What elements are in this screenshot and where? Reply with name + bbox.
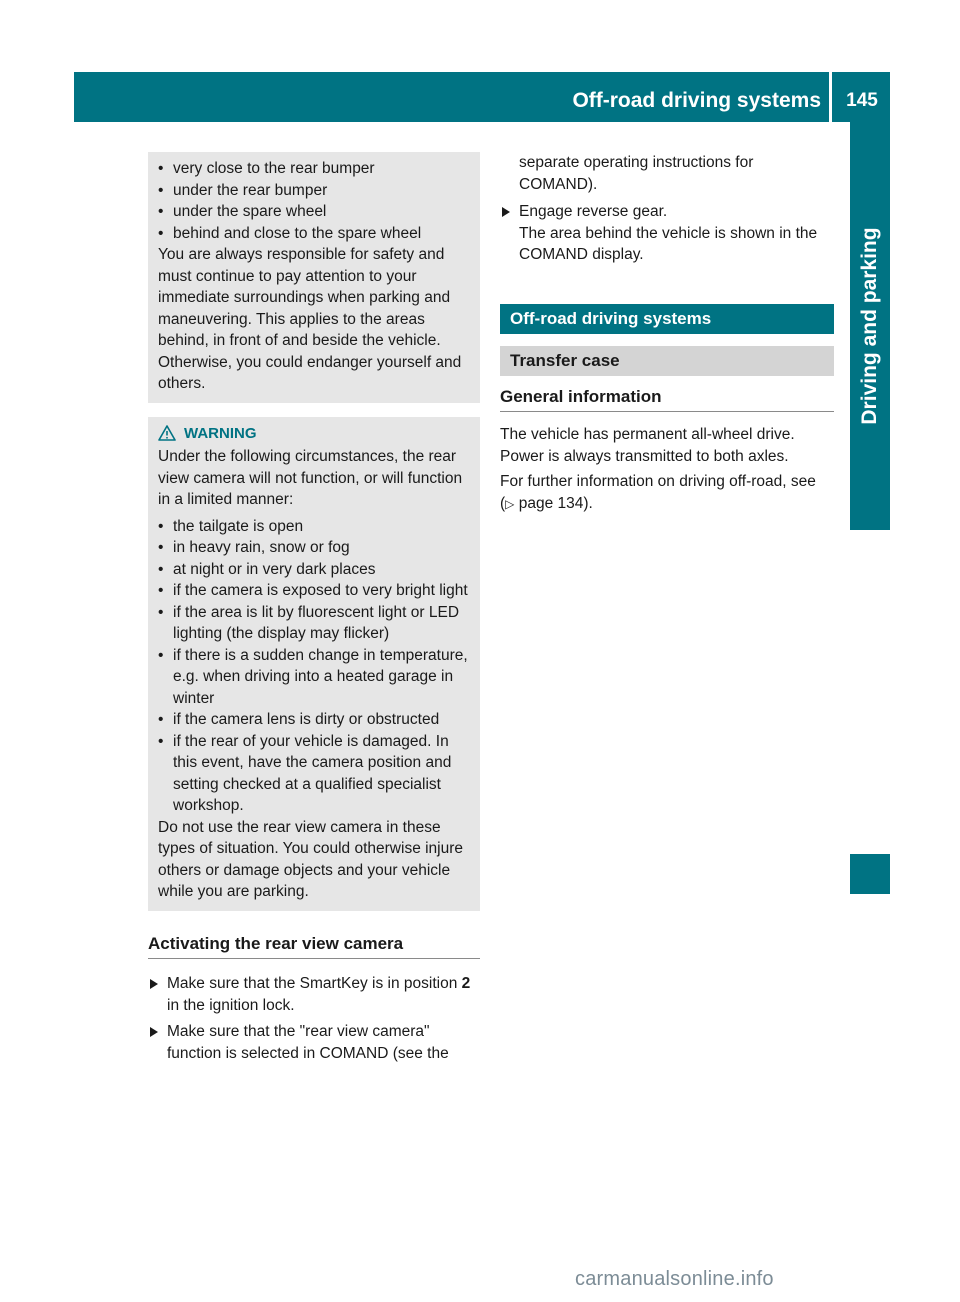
activating-steps <box>148 973 480 1064</box>
bullet-item: • very close to the rear bumper <box>158 158 470 180</box>
warning-bullet: • if the camera lens is dirty or obstructed <box>158 709 470 731</box>
chapter-tab-label: Driving and parking <box>858 227 881 425</box>
instruction-step <box>500 201 834 266</box>
step-text: Make sure that the SmartKey is in position <box>167 975 462 992</box>
warning-bullet: • if the rear of your vehicle is damaged. In this event, have the camera position and setting checked at a qualified specialist workshop. <box>158 731 470 817</box>
continued-text: separate operating instructions for COMAND). <box>519 154 754 193</box>
page-number: 145 <box>846 90 878 111</box>
chapter-tab-marker <box>850 854 890 894</box>
bullet-item: • under the spare wheel <box>158 201 470 223</box>
warning-bullet: • if the area is lit by fluorescent light or LED lighting (the display may flicker) <box>158 602 470 645</box>
warning-bullet: • in heavy rain, snow or fog <box>158 537 470 559</box>
step-arrow-icon <box>502 207 510 217</box>
warning-bullet: • if the camera is exposed to very bright light <box>158 580 470 602</box>
warning-triangle-icon <box>158 425 176 441</box>
warning-box <box>148 417 480 911</box>
page-ref-icon: ▷ <box>505 496 515 511</box>
warning-bullet: • at night or in very dark places <box>158 559 470 581</box>
watermark: carmanualsonline.info <box>575 1268 774 1290</box>
step-result: The area behind the vehicle is shown in the COMAND display. <box>519 224 818 263</box>
warning-bullet: • if there is a sudden change in temperature, e.g. when driving into a heated garage in winter <box>158 645 470 710</box>
warning-intro: Under the following circumstances, the rear view camera will not function, or will function in a limited manner: <box>158 448 463 508</box>
chapter-tab <box>850 122 890 530</box>
safety-note-box <box>148 152 480 403</box>
step-text: in the ignition lock. <box>167 996 295 1014</box>
step-arrow-icon <box>150 979 158 989</box>
safety-paragraph: You are always responsible for safety and must continue to pay attention to your immediate surroundings when parking and maneuvering. This applies to the areas behind, in front of and beside the vehicle. Otherwise, you could endanger yourself and others. <box>158 246 462 392</box>
header-bar <box>74 72 890 122</box>
step-text: Engage reverse gear. <box>519 203 668 220</box>
step-arrow-icon <box>150 1027 158 1037</box>
right-column <box>500 152 834 515</box>
step-text: Make sure that the "rear view camera" function is selected in COMAND (see the <box>167 1023 449 1062</box>
left-column <box>148 152 480 1069</box>
instruction-step <box>148 973 480 1016</box>
section-heading: Off-road driving systems <box>500 304 834 334</box>
instruction-step <box>148 1021 480 1064</box>
general-info-heading: General information <box>500 386 834 413</box>
bullet-item: • behind and close to the spare wheel <box>158 223 470 245</box>
header-divider <box>829 72 832 122</box>
step-key-position: 2 <box>461 975 471 992</box>
info-paragraph: The vehicle has permanent all-wheel drive. Power is always transmitted to both axles. <box>500 426 795 465</box>
page-title: Off-road driving systems <box>572 89 821 112</box>
warning-label: WARNING <box>184 424 257 442</box>
page-reference-link[interactable]: page 134). <box>514 494 593 512</box>
warning-closing: Do not use the rear view camera in these types of situation. You could otherwise injure others or damage objects and your vehicle while you are parking. <box>158 818 464 900</box>
bullet-item: • under the rear bumper <box>158 180 470 202</box>
subsection-heading: Transfer case <box>500 346 834 376</box>
info-paragraph <box>500 471 834 515</box>
warning-header <box>158 423 470 445</box>
activating-heading: Activating the rear view camera <box>148 933 480 960</box>
info-text: For further information on driving off-road, see ( <box>500 473 816 512</box>
warning-bullet: • the tailgate is open <box>158 516 470 538</box>
